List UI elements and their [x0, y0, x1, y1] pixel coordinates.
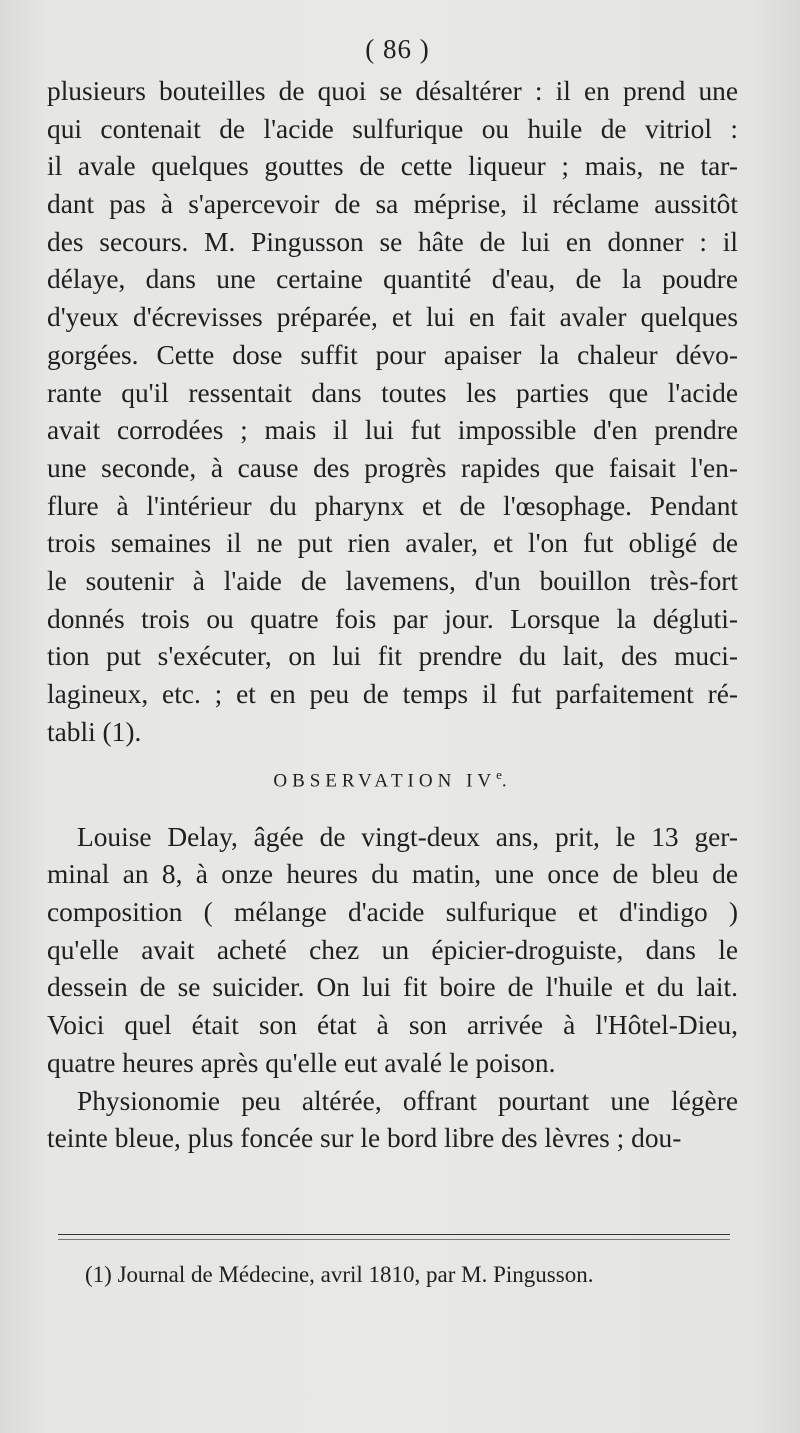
text-line: gorgées. Cette dose suffit pour apaiser la chaleur dévo-	[47, 339, 738, 370]
text-line: dessein de se suicider. On lui fit boire de l'huile et du lait.	[47, 972, 738, 1003]
text-line: des secours. M. Pingusson se hâte de lui en donner : il	[47, 226, 738, 257]
text-line: Voici quel était son état à son arrivée à l'Hôtel-Dieu,	[47, 1010, 738, 1041]
text-line: Louise Delay, âgée de vingt-deux ans, prit, le 13 ger-	[77, 821, 738, 852]
text-line: Physionomie peu altérée, offrant pourtant une légère	[77, 1085, 738, 1116]
text-line: le soutenir à l'aide de lavemens, d'un bouillon très-fort	[47, 565, 738, 596]
text-line: une seconde, à cause des progrès rapides que faisait l'en-	[47, 452, 738, 483]
heading-suffix: .	[501, 770, 512, 792]
text-line: rante qu'il ressentait dans toutes les parties que l'acide	[47, 377, 738, 408]
text-line: avait corrodées ; mais il lui fut impossible d'en prendre	[47, 415, 738, 446]
text-line: donnés trois ou quatre fois par jour. Lorsque la dégluti-	[47, 603, 738, 634]
heading-text: OBSERVATION IV	[273, 770, 497, 792]
text-line: teinte bleue, plus foncée sur le bord libre des lèvres ; dou-	[47, 1123, 682, 1154]
paragraph-1	[47, 73, 738, 751]
text-line: tion put s'exécuter, on lui fit prendre du lait, des muci-	[47, 641, 738, 672]
section-heading	[47, 767, 738, 792]
text-line: il avale quelques gouttes de cette liqueur ; mais, ne tar-	[47, 151, 738, 182]
text-line: délaye, dans une certaine quantité d'eau, de la poudre	[47, 264, 738, 295]
text-line: lagineux, etc. ; et en peu de temps il fut parfaitement ré-	[47, 679, 738, 709]
footnote-rule	[58, 1234, 730, 1240]
text-line: d'yeux d'écrevisses préparée, et lui en fait avaler quelques	[47, 302, 738, 333]
text-line: plusieurs bouteilles de quoi se désaltérer : il en prend une	[47, 76, 738, 106]
footnote: (1) Journal de Médecine, avril 1810, par M. Pingusson.	[85, 1262, 594, 1287]
text-line: flure à l'intérieur du pharynx et de l'œsophage. Pendant	[47, 490, 738, 521]
text-line: tabli (1).	[47, 716, 142, 747]
text-line: qui contenait de l'acide sulfurique ou huile de vitriol :	[47, 113, 738, 144]
text-line: dant pas à s'apercevoir de sa méprise, il réclame aussitôt	[47, 189, 738, 220]
page-number: ( 86 )	[365, 34, 430, 64]
heading-superscript: e	[496, 767, 502, 783]
text-line: quatre heures après qu'elle eut avalé le poison.	[47, 1047, 556, 1078]
text-line: trois semaines il ne put rien avaler, et l'on fut obligé de	[47, 528, 738, 559]
paragraph-3	[47, 1083, 738, 1158]
text-line: composition ( mélange d'acide sulfurique et d'indigo )	[47, 897, 738, 928]
text-line: qu'elle avait acheté chez un épicier-droguiste, dans le	[47, 934, 738, 965]
text-line: minal an 8, à onze heures du matin, une once de bleu de	[47, 859, 738, 890]
paragraph-2	[47, 819, 738, 1083]
